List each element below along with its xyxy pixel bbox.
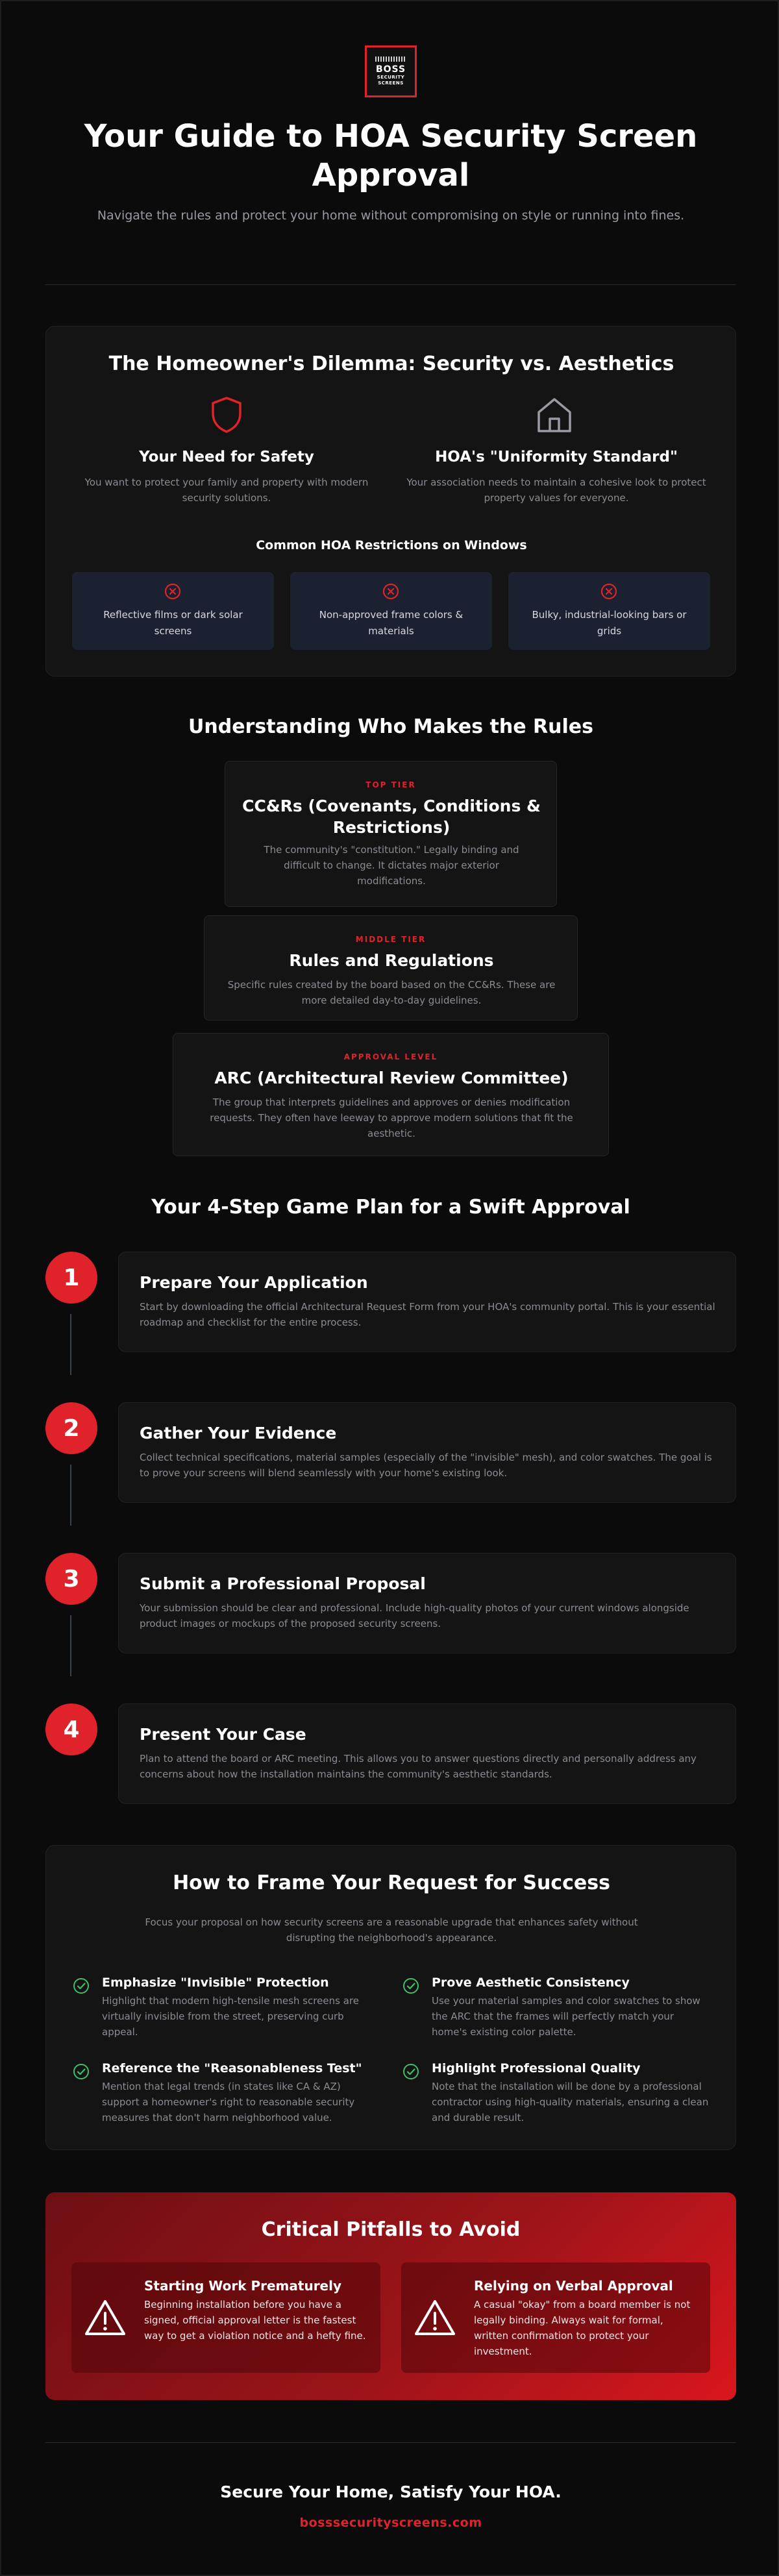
step-connector (70, 1314, 71, 1375)
uniformity-title: HOA's "Uniformity Standard" (435, 449, 678, 465)
step-number: 1 (45, 1252, 97, 1304)
tier-approval (173, 1033, 609, 1156)
logo-line-3: SCREENS (378, 80, 404, 86)
tip-text: Highlight that modern high-tensile mesh screens are virtually invisible from the street, preserving curb appeal. (102, 1995, 359, 2038)
pitfall-item (71, 2262, 380, 2373)
tip-text: Use your material samples and color swatches to show the ARC that the frames will perfectly match your home's existing color palette. (432, 1995, 700, 2038)
safety-text: You want to protect your family and property with modern security solutions. (84, 477, 369, 504)
frame-title: How to Frame Your Request for Success (173, 1872, 610, 1894)
safety-title: Your Need for Safety (139, 449, 314, 465)
tier-label: TOP TIER (365, 780, 416, 789)
uniformity-text: Your association needs to maintain a cohesive look to protect property values for everyone. (406, 477, 706, 504)
tip-text: Mention that legal trends (in states like CA & AZ) support a homeowner's right to reasonable security measures that don't harm neighborhood value. (102, 2081, 355, 2124)
tip-title: Highlight Professional Quality (432, 2061, 641, 2075)
house-icon (536, 395, 573, 434)
page-title: Your Guide to HOA Security Screen Approval (84, 118, 698, 193)
tier-title: CC&Rs (Covenants, Conditions & Restrictions) (242, 797, 541, 837)
pitfall-text: A casual "okay" from a board member is not legally binding. Always wait for formal, written confirmation to protect your investment. (474, 2299, 691, 2357)
restriction-text: Bulky, industrial-looking bars or grids (532, 609, 687, 637)
warning-icon (414, 2299, 456, 2336)
restriction-text: Non-approved frame colors & materials (319, 609, 464, 637)
step-title: Submit a Professional Proposal (140, 1574, 426, 1593)
pitfalls-card (45, 2192, 736, 2400)
x-circle-icon (600, 582, 618, 601)
tier-text: Specific rules created by the board based on the CC&Rs. These are more detailed day-to-day guidelines. (227, 979, 556, 1006)
page-subtitle: Navigate the rules and protect your home without compromising on style or running into fines. (97, 208, 685, 223)
tier-label: APPROVAL LEVEL (343, 1052, 438, 1061)
step-text: Start by downloading the official Architectural Request Form from your HOA's community portal. This is your essential roadmap and checklist for the entire process. (140, 1301, 715, 1328)
step-text: Plan to attend the board or ARC meeting. This allows you to answer questions directly and personally address any concerns about how the installation maintains the community's aesthetic standards. (140, 1753, 697, 1780)
restriction-text: Reflective films or dark solar screens (103, 609, 243, 637)
website-link[interactable]: bosssecurityscreens.com (299, 2516, 482, 2530)
frame-card (45, 1845, 736, 2150)
step-title: Present Your Case (140, 1725, 306, 1744)
tier-label: MIDDLE TIER (355, 935, 427, 944)
step-card (118, 1252, 736, 1352)
tier-text: The group that interprets guidelines and approves or denies modification requests. They often have leeway to approve modern solutions that fit the aesthetic. (210, 1096, 573, 1139)
step-title: Gather Your Evidence (140, 1424, 337, 1443)
restriction-item (290, 572, 492, 650)
rules-title: Understanding Who Makes the Rules (188, 715, 593, 738)
dilemma-card (45, 326, 736, 676)
pitfalls-title: Critical Pitfalls to Avoid (261, 2218, 521, 2241)
footer-title: Secure Your Home, Satisfy Your HOA. (220, 2483, 562, 2501)
step-card (118, 1553, 736, 1653)
divider (45, 2442, 736, 2443)
check-circle-icon (72, 2062, 90, 2081)
step-title: Prepare Your Application (140, 1273, 368, 1292)
restrictions-title: Common HOA Restrictions on Windows (256, 538, 527, 552)
step-connector (70, 1615, 71, 1676)
step-number: 3 (45, 1553, 97, 1605)
step-number: 4 (45, 1703, 97, 1755)
logo-line-2: SECURITY (377, 75, 405, 80)
x-circle-icon (164, 582, 182, 601)
restriction-item (72, 572, 274, 650)
tier-text: The community's "constitution." Legally binding and difficult to change. It dictates major exterior modifications. (264, 844, 519, 887)
tier-middle (204, 915, 578, 1021)
step-card (118, 1402, 736, 1503)
restriction-item (508, 572, 710, 650)
tip-title: Reference the "Reasonableness Test" (102, 2061, 362, 2075)
step-card (118, 1703, 736, 1804)
tip-text: Note that the installation will be done by a professional contractor using high-quality materials, ensuring a clean and durable result. (432, 2081, 709, 2124)
pitfall-title: Starting Work Prematurely (144, 2278, 342, 2294)
pitfall-text: Beginning installation before you have a signed, official approval letter is the fastest way to get a violation notice and a hefty fine. (144, 2299, 366, 2342)
tip-title: Prove Aesthetic Consistency (432, 1975, 630, 1990)
plan-title: Your 4-Step Game Plan for a Swift Approval (151, 1196, 630, 1219)
tier-title: Rules and Regulations (289, 951, 494, 970)
dilemma-title: The Homeowner's Dilemma: Security vs. Aesthetics (108, 353, 674, 375)
step-text: Collect technical specifications, material samples (especially of the "invisible" mesh), and color swatches. The goal is to prove your screens will blend seamlessly with your home's existing look. (140, 1452, 712, 1479)
check-circle-icon (402, 2062, 420, 2081)
shield-icon (210, 395, 243, 434)
brand-logo (365, 45, 417, 97)
divider (45, 284, 736, 285)
tier-title: ARC (Architectural Review Committee) (214, 1069, 569, 1087)
tier-top (225, 761, 557, 907)
step-connector (70, 1465, 71, 1526)
logo-line-1: BOSS (375, 64, 406, 75)
tip-title: Emphasize "Invisible" Protection (102, 1975, 329, 1990)
step-number: 2 (45, 1402, 97, 1454)
warning-icon (84, 2299, 126, 2336)
check-circle-icon (72, 1977, 90, 1995)
pitfall-item (401, 2262, 710, 2373)
check-circle-icon (402, 1977, 420, 1995)
frame-intro: Focus your proposal on how security screens are a reasonable upgrade that enhances safety without disrupting the neighborhood's appearance. (145, 1916, 638, 1944)
step-text: Your submission should be clear and professional. Include high-quality photos of your current windows alongside product images or mockups of the proposed security screens. (140, 1602, 689, 1629)
logo-dots (375, 56, 406, 62)
x-circle-icon (382, 582, 400, 601)
pitfall-title: Relying on Verbal Approval (474, 2278, 673, 2294)
